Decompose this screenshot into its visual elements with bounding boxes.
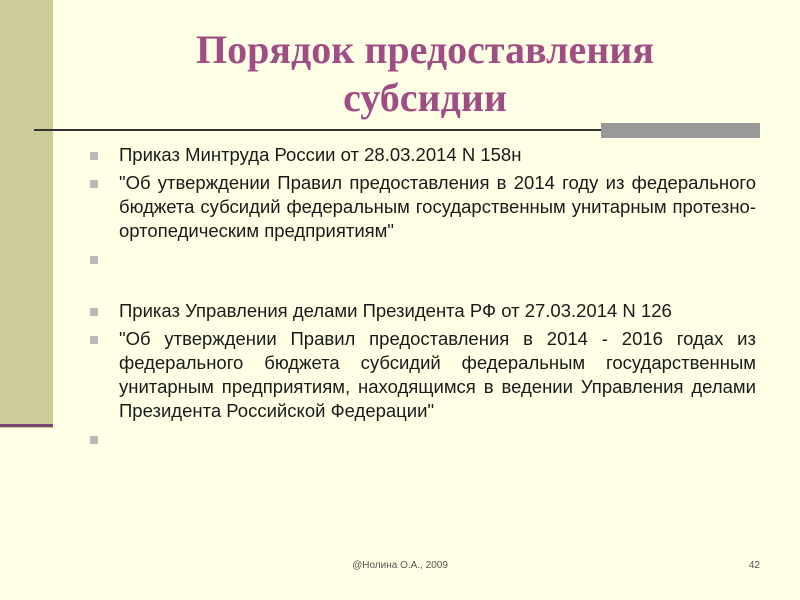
- square-bullet-icon: [90, 436, 98, 444]
- list-item: [90, 299, 756, 323]
- list-item: [90, 327, 756, 423]
- list-item-text: Приказ Управления делами Президента РФ от 27.03.2014 N 126: [119, 300, 672, 321]
- left-band-accent-line: [0, 424, 53, 427]
- page-number: 42: [748, 560, 760, 571]
- bullet-list: [90, 143, 756, 455]
- square-bullet-icon: [90, 256, 98, 264]
- square-bullet-icon: [90, 180, 98, 188]
- footer-author: @Нолина О.А., 2009: [352, 560, 448, 571]
- title-divider-block: [601, 123, 760, 138]
- list-item: [90, 143, 756, 167]
- slide-title-line-2: субсидии: [343, 75, 507, 120]
- square-bullet-icon: [90, 336, 98, 344]
- slide-title: [100, 26, 750, 122]
- list-item-empty: [90, 247, 756, 271]
- list-item-text: "Об утверждении Правил предоставления в 2014 - 2016 годах из федерального бюджета субсидий федеральным государственным унитарным предприятиям, находящимся в ведении Управления делами Президента Российской Федерации": [119, 328, 756, 421]
- list-item-text: Приказ Минтруда России от 28.03.2014 N 158н: [119, 144, 522, 165]
- square-bullet-icon: [90, 308, 98, 316]
- list-item-empty: [90, 427, 756, 451]
- left-decorative-band: [0, 0, 53, 428]
- slide-title-line-1: Порядок предоставления: [196, 27, 654, 72]
- list-item: [90, 171, 756, 243]
- list-item-text: "Об утверждении Правил предоставления в 2014 году из федерального бюджета субсидий федеральным государственным унитарным протезно-ортопедическим предприятиям": [119, 172, 756, 241]
- square-bullet-icon: [90, 152, 98, 160]
